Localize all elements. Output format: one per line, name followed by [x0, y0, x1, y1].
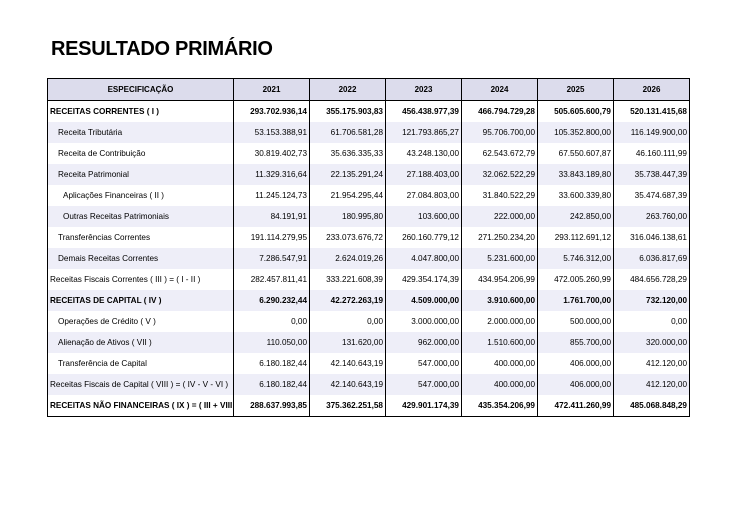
cell-value: 233.073.676,72: [310, 227, 386, 248]
cell-value: 103.600,00: [386, 206, 462, 227]
header-year-2024: 2024: [462, 79, 538, 101]
table-row: [48, 122, 690, 143]
cell-value: 429.901.174,39: [386, 395, 462, 417]
cell-value: 6.180.182,44: [234, 353, 310, 374]
cell-value: 191.114.279,95: [234, 227, 310, 248]
table-row: [48, 269, 690, 290]
cell-value: 855.700,00: [538, 332, 614, 353]
cell-value: 375.362.251,58: [310, 395, 386, 417]
cell-value: 1.510.600,00: [462, 332, 538, 353]
table-row: [48, 332, 690, 353]
cell-value: 61.706.581,28: [310, 122, 386, 143]
header-year-2022: 2022: [310, 79, 386, 101]
header-year-2026: 2026: [614, 79, 690, 101]
header-year-2023: 2023: [386, 79, 462, 101]
cell-value: 32.062.522,29: [462, 164, 538, 185]
cell-value: 27.188.403,00: [386, 164, 462, 185]
cell-value: 11.245.124,73: [234, 185, 310, 206]
cell-value: 484.656.728,29: [614, 269, 690, 290]
cell-value: 355.175.903,83: [310, 101, 386, 123]
cell-value: 520.131.415,68: [614, 101, 690, 123]
table-row: [48, 164, 690, 185]
cell-value: 42.140.643,19: [310, 353, 386, 374]
table-row: [48, 206, 690, 227]
cell-value: 472.411.260,99: [538, 395, 614, 417]
table-row: [48, 374, 690, 395]
cell-value: 6.290.232,44: [234, 290, 310, 311]
cell-value: 11.329.316,64: [234, 164, 310, 185]
table-row: [48, 248, 690, 269]
table-row: [48, 101, 690, 123]
row-label: Demais Receitas Correntes: [48, 248, 234, 269]
cell-value: 30.819.402,73: [234, 143, 310, 164]
cell-value: 33.843.189,80: [538, 164, 614, 185]
cell-value: 121.793.865,27: [386, 122, 462, 143]
table-row: [48, 185, 690, 206]
cell-value: 21.954.295,44: [310, 185, 386, 206]
cell-value: 0,00: [234, 311, 310, 332]
table-row: [48, 311, 690, 332]
cell-value: 242.850,00: [538, 206, 614, 227]
cell-value: 547.000,00: [386, 374, 462, 395]
cell-value: 31.840.522,29: [462, 185, 538, 206]
row-label: Receitas Fiscais de Capital ( VIII ) = ( IV - V - VI ): [48, 374, 234, 395]
cell-value: 271.250.234,20: [462, 227, 538, 248]
cell-value: 429.354.174,39: [386, 269, 462, 290]
cell-value: 3.000.000,00: [386, 311, 462, 332]
cell-value: 116.149.900,00: [614, 122, 690, 143]
cell-value: 33.600.339,80: [538, 185, 614, 206]
cell-value: 435.354.206,99: [462, 395, 538, 417]
row-label: Receita Tributária: [48, 122, 234, 143]
table-header-row: [48, 79, 690, 101]
cell-value: 2.000.000,00: [462, 311, 538, 332]
cell-value: 3.910.600,00: [462, 290, 538, 311]
cell-value: 5.746.312,00: [538, 248, 614, 269]
cell-value: 316.046.138,61: [614, 227, 690, 248]
cell-value: 400.000,00: [462, 353, 538, 374]
cell-value: 282.457.811,41: [234, 269, 310, 290]
row-label: Transferência de Capital: [48, 353, 234, 374]
cell-value: 406.000,00: [538, 353, 614, 374]
cell-value: 288.637.993,85: [234, 395, 310, 417]
cell-value: 962.000,00: [386, 332, 462, 353]
cell-value: 406.000,00: [538, 374, 614, 395]
cell-value: 400.000,00: [462, 374, 538, 395]
cell-value: 2.624.019,26: [310, 248, 386, 269]
row-label: Receita de Contribuição: [48, 143, 234, 164]
cell-value: 46.160.111,99: [614, 143, 690, 164]
row-label: Alienação de Ativos ( VII ): [48, 332, 234, 353]
cell-value: 67.550.607,87: [538, 143, 614, 164]
cell-value: 6.036.817,69: [614, 248, 690, 269]
cell-value: 7.286.547,91: [234, 248, 310, 269]
cell-value: 500.000,00: [538, 311, 614, 332]
cell-value: 466.794.729,28: [462, 101, 538, 123]
cell-value: 547.000,00: [386, 353, 462, 374]
cell-value: 260.160.779,12: [386, 227, 462, 248]
header-year-2025: 2025: [538, 79, 614, 101]
row-label: RECEITAS NÃO FINANCEIRAS ( IX ) = ( III + VIII: [48, 395, 234, 417]
cell-value: 263.760,00: [614, 206, 690, 227]
cell-value: 110.050,00: [234, 332, 310, 353]
cell-value: 472.005.260,99: [538, 269, 614, 290]
row-label: Transferências Correntes: [48, 227, 234, 248]
table-row: [48, 143, 690, 164]
cell-value: 4.047.800,00: [386, 248, 462, 269]
cell-value: 434.954.206,99: [462, 269, 538, 290]
cell-value: 105.352.800,00: [538, 122, 614, 143]
cell-value: 0,00: [614, 311, 690, 332]
row-label: Aplicações Financeiras ( II ): [48, 185, 234, 206]
cell-value: 95.706.700,00: [462, 122, 538, 143]
cell-value: 293.702.936,14: [234, 101, 310, 123]
row-label: Receita Patrimonial: [48, 164, 234, 185]
cell-value: 320.000,00: [614, 332, 690, 353]
cell-value: 6.180.182,44: [234, 374, 310, 395]
row-label: Operações de Crédito ( V ): [48, 311, 234, 332]
cell-value: 22.135.291,24: [310, 164, 386, 185]
cell-value: 732.120,00: [614, 290, 690, 311]
cell-value: 27.084.803,00: [386, 185, 462, 206]
row-label: Receitas Fiscais Correntes ( III ) = ( I - II ): [48, 269, 234, 290]
cell-value: 412.120,00: [614, 353, 690, 374]
cell-value: 180.995,80: [310, 206, 386, 227]
cell-value: 4.509.000,00: [386, 290, 462, 311]
table-row: [48, 290, 690, 311]
row-label: Outras Receitas Patrimoniais: [48, 206, 234, 227]
table-row: [48, 227, 690, 248]
cell-value: 456.438.977,39: [386, 101, 462, 123]
cell-value: 62.543.672,79: [462, 143, 538, 164]
cell-value: 131.620,00: [310, 332, 386, 353]
table-row: [48, 353, 690, 374]
cell-value: 35.636.335,33: [310, 143, 386, 164]
cell-value: 412.120,00: [614, 374, 690, 395]
cell-value: 1.761.700,00: [538, 290, 614, 311]
cell-value: 42.272.263,19: [310, 290, 386, 311]
cell-value: 84.191,91: [234, 206, 310, 227]
cell-value: 53.153.388,91: [234, 122, 310, 143]
cell-value: 42.140.643,19: [310, 374, 386, 395]
cell-value: 0,00: [310, 311, 386, 332]
row-label: RECEITAS CORRENTES ( I ): [48, 101, 234, 123]
resultado-primario-table: [47, 78, 690, 417]
cell-value: 35.474.687,39: [614, 185, 690, 206]
cell-value: 5.231.600,00: [462, 248, 538, 269]
page-title: RESULTADO PRIMÁRIO: [51, 38, 273, 60]
header-especificacao: ESPECIFICAÇÃO: [48, 79, 234, 101]
cell-value: 35.738.447,39: [614, 164, 690, 185]
table-row: [48, 395, 690, 417]
cell-value: 333.221.608,39: [310, 269, 386, 290]
cell-value: 293.112.691,12: [538, 227, 614, 248]
row-label: RECEITAS DE CAPITAL ( IV ): [48, 290, 234, 311]
cell-value: 43.248.130,00: [386, 143, 462, 164]
cell-value: 485.068.848,29: [614, 395, 690, 417]
header-year-2021: 2021: [234, 79, 310, 101]
cell-value: 222.000,00: [462, 206, 538, 227]
cell-value: 505.605.600,79: [538, 101, 614, 123]
